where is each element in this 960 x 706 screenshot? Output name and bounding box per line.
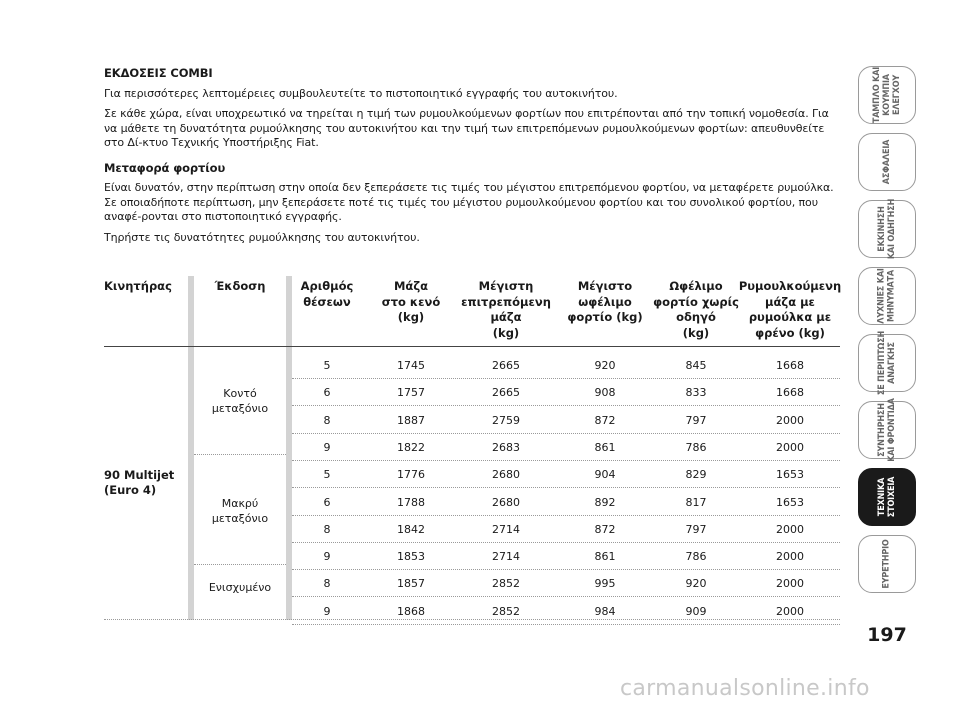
tab-maintenance[interactable] bbox=[858, 398, 916, 462]
cell-max-payload: 872 bbox=[594, 522, 616, 536]
cell-towable-mass: 1653 bbox=[776, 495, 804, 509]
table-row bbox=[292, 352, 840, 379]
table-bottom-rule bbox=[104, 619, 840, 620]
cell-seats: 6 bbox=[323, 495, 331, 509]
engine-label: 90 Multijet (Euro 4) bbox=[104, 468, 175, 497]
version-short: Κοντό μεταξόνιο bbox=[211, 387, 269, 415]
cell-max-weight: 2714 bbox=[492, 550, 520, 564]
cell-seats: 5 bbox=[323, 359, 331, 372]
header-engine: Κινητήρας bbox=[104, 279, 172, 293]
cell-seats: 9 bbox=[323, 440, 331, 454]
cell-payload-no-driver: 920 bbox=[685, 577, 707, 591]
paragraph-registration: Για περισσότερες λεπτομέρειες συμβουλευτείτε το πιστοποιητικό εγγραφής του αυτοκινήτου. bbox=[104, 86, 618, 100]
cell-seats: 9 bbox=[323, 550, 331, 564]
cell-payload-no-driver: 845 bbox=[685, 359, 707, 372]
cell-payload-no-driver: 909 bbox=[685, 604, 707, 618]
cell-max-weight: 2852 bbox=[492, 577, 520, 591]
table-row bbox=[292, 598, 840, 625]
cell-max-payload: 892 bbox=[594, 495, 616, 509]
cell-payload-no-driver: 817 bbox=[685, 495, 707, 509]
cell-max-payload: 908 bbox=[594, 386, 616, 400]
cell-kerb-weight: 1757 bbox=[397, 386, 425, 400]
cell-seats: 5 bbox=[323, 468, 331, 482]
cell-max-payload: 872 bbox=[594, 413, 616, 427]
cell-towable-mass: 2000 bbox=[776, 550, 804, 564]
cell-max-weight: 2714 bbox=[492, 522, 520, 536]
table-row bbox=[292, 434, 840, 461]
cell-payload-no-driver: 833 bbox=[685, 386, 707, 400]
cell-towable-mass: 2000 bbox=[776, 577, 804, 591]
cell-max-payload: 861 bbox=[594, 550, 616, 564]
cell-towable-mass: 2000 bbox=[776, 604, 804, 618]
cell-towable-mass: 1668 bbox=[776, 359, 804, 372]
document-body bbox=[104, 66, 840, 251]
table-row bbox=[292, 407, 840, 434]
header-seats: Αριθμός θέσεων bbox=[300, 279, 354, 309]
tab-label: ΤΕΧΝΙΚΑ ΣΤΟΙΧΕΙΑ bbox=[877, 476, 897, 518]
table-row bbox=[292, 543, 840, 570]
tab-label: ΤΑΜΠΛΟ ΚΑΙ ΚΟΥΜΠΙΑ ΕΛΕΓΧΟΥ bbox=[872, 66, 902, 124]
table-row bbox=[292, 461, 840, 488]
tab-label: ΕΚΚΙΝΗΣΗ ΚΑΙ ΟΔΗΓΗΣΗ bbox=[877, 198, 897, 260]
cell-kerb-weight: 1842 bbox=[397, 522, 425, 536]
cell-kerb-weight: 1788 bbox=[397, 495, 425, 509]
table-header bbox=[104, 276, 840, 338]
tab-controls[interactable] bbox=[858, 66, 916, 124]
header-max-weight: Μέγιστη επιτρεπόμενη μάζα (kg) bbox=[461, 279, 551, 340]
cell-max-weight: 2683 bbox=[492, 440, 520, 454]
version-long: Μακρύ μεταξόνιο bbox=[211, 497, 269, 525]
header-payload-no-driver: Ωφέλιμο φορτίο χωρίς οδηγό (kg) bbox=[653, 279, 739, 340]
cell-max-weight: 2665 bbox=[492, 386, 520, 400]
tab-label: ΣΥΝΤΗΡΗΣΗ ΚΑΙ ΦΡΟΝΤΙΔΑ bbox=[877, 398, 898, 462]
tab-label: ΕΥΡΕΤΗΡΙΟ bbox=[882, 539, 892, 589]
table-row bbox=[292, 489, 840, 516]
cell-payload-no-driver: 786 bbox=[685, 440, 707, 454]
page-number: 197 bbox=[867, 624, 907, 646]
group-rule-1 bbox=[194, 454, 286, 455]
tab-label: ΣΕ ΠΕΡΙΠΤΩΣΗ ΑΝΑΓΚΗΣ bbox=[877, 330, 898, 396]
table-body bbox=[104, 352, 840, 617]
tab-index[interactable] bbox=[858, 535, 916, 593]
cell-towable-mass: 1653 bbox=[776, 468, 804, 482]
cell-seats: 8 bbox=[323, 522, 331, 536]
tab-safety[interactable] bbox=[858, 133, 916, 191]
tab-emergency[interactable] bbox=[858, 330, 916, 396]
paragraph-towing-law: Σε κάθε χώρα, είναι υποχρεωτικό να τηρείται η τιμή των ρυμουλκούμενων φορτίων που επιτρέπονται από την τοπική νομοθεσία. Για να μάθετε τη δυνατότητα ρυμούλκησης του αυτοκινήτου και την τιμή των επιτρεπόμενων ρυμουλκούμενων φορτίων: απευθυνθείτε στο Δί-κτυο Τεχνικής Υποστήριξης Fiat. bbox=[104, 107, 829, 149]
table-row bbox=[292, 516, 840, 543]
header-towable-mass: Ρυμουλκούμενη μάζα με ρυμούλκα με φρένο (kg) bbox=[738, 279, 842, 340]
watermark: carmanualsonline.info bbox=[620, 676, 870, 701]
paragraph-trailer: Είναι δυνατόν, στην περίπτωση στην οποία δεν ξεπεράσετε τις τιμές του μέγιστου επιτρεπόμενου φορτίου, να μεταφέρετε ρυμούλκα. Σε οποιαδήποτε περίπτωση, μην ξεπεράσετε ποτέ τις τιμές του μέγιστου ρυμουλκούμενου φορτίου και του συνολικού φορτίου, που αναφέ-ρονται στο πιστοποιητικό εγγραφής. bbox=[104, 181, 834, 223]
tab-warnings[interactable] bbox=[858, 267, 916, 325]
cell-towable-mass: 1668 bbox=[776, 386, 804, 400]
cell-max-weight: 2680 bbox=[492, 468, 520, 482]
version-reinforced: Ενισχυμένο bbox=[208, 581, 272, 594]
tab-technical-data[interactable] bbox=[858, 468, 916, 526]
cell-max-weight: 2665 bbox=[492, 359, 520, 372]
cell-seats: 8 bbox=[323, 577, 331, 591]
header-version: Έκδοση bbox=[214, 279, 266, 293]
cell-seats: 9 bbox=[323, 604, 331, 618]
cell-payload-no-driver: 797 bbox=[685, 413, 707, 427]
cell-max-payload: 984 bbox=[594, 604, 616, 618]
cell-max-payload: 920 bbox=[594, 359, 616, 372]
header-kerb-weight: Μάζα στο κενό (kg) bbox=[381, 279, 441, 324]
section-heading: ΕΚΔΟΣΕΙΣ COMBI bbox=[104, 66, 213, 80]
cell-seats: 6 bbox=[323, 386, 331, 400]
group-rule-2 bbox=[194, 564, 286, 565]
subheading-load: Μεταφορά φορτίου bbox=[104, 160, 226, 175]
cell-max-weight: 2759 bbox=[492, 413, 520, 427]
cell-kerb-weight: 1776 bbox=[397, 468, 425, 482]
table-row bbox=[292, 379, 840, 406]
cell-kerb-weight: 1822 bbox=[397, 440, 425, 454]
weights-table bbox=[104, 276, 842, 618]
cell-kerb-weight: 1857 bbox=[397, 577, 425, 591]
cell-payload-no-driver: 797 bbox=[685, 522, 707, 536]
tab-label: ΑΣΦΑΛΕΙΑ bbox=[882, 139, 892, 185]
cell-kerb-weight: 1853 bbox=[397, 550, 425, 564]
header-rule bbox=[104, 346, 840, 347]
cell-kerb-weight: 1868 bbox=[397, 604, 425, 618]
cell-max-weight: 2680 bbox=[492, 495, 520, 509]
cell-max-weight: 2852 bbox=[492, 604, 520, 618]
cell-max-payload: 861 bbox=[594, 440, 616, 454]
cell-max-payload: 904 bbox=[594, 468, 616, 482]
tab-label: ΛΥΧΝΙΕΣ ΚΑΙ ΜΗΝΥΜΑΤΑ bbox=[877, 268, 897, 324]
tab-driving[interactable] bbox=[858, 200, 916, 258]
paragraph-capacity: Τηρήστε τις δυνατότητες ρυμούλκησης του αυτοκινήτου. bbox=[104, 230, 420, 244]
cell-kerb-weight: 1887 bbox=[397, 413, 425, 427]
cell-payload-no-driver: 786 bbox=[685, 550, 707, 564]
header-max-payload: Μέγιστο ωφέλιμο φορτίο (kg) bbox=[567, 279, 643, 324]
cell-max-payload: 995 bbox=[594, 577, 616, 591]
table-row bbox=[292, 570, 840, 597]
cell-payload-no-driver: 829 bbox=[685, 468, 707, 482]
cell-towable-mass: 2000 bbox=[776, 522, 804, 536]
cell-kerb-weight: 1745 bbox=[397, 359, 425, 372]
cell-towable-mass: 2000 bbox=[776, 413, 804, 427]
cell-seats: 8 bbox=[323, 413, 331, 427]
cell-towable-mass: 2000 bbox=[776, 440, 804, 454]
